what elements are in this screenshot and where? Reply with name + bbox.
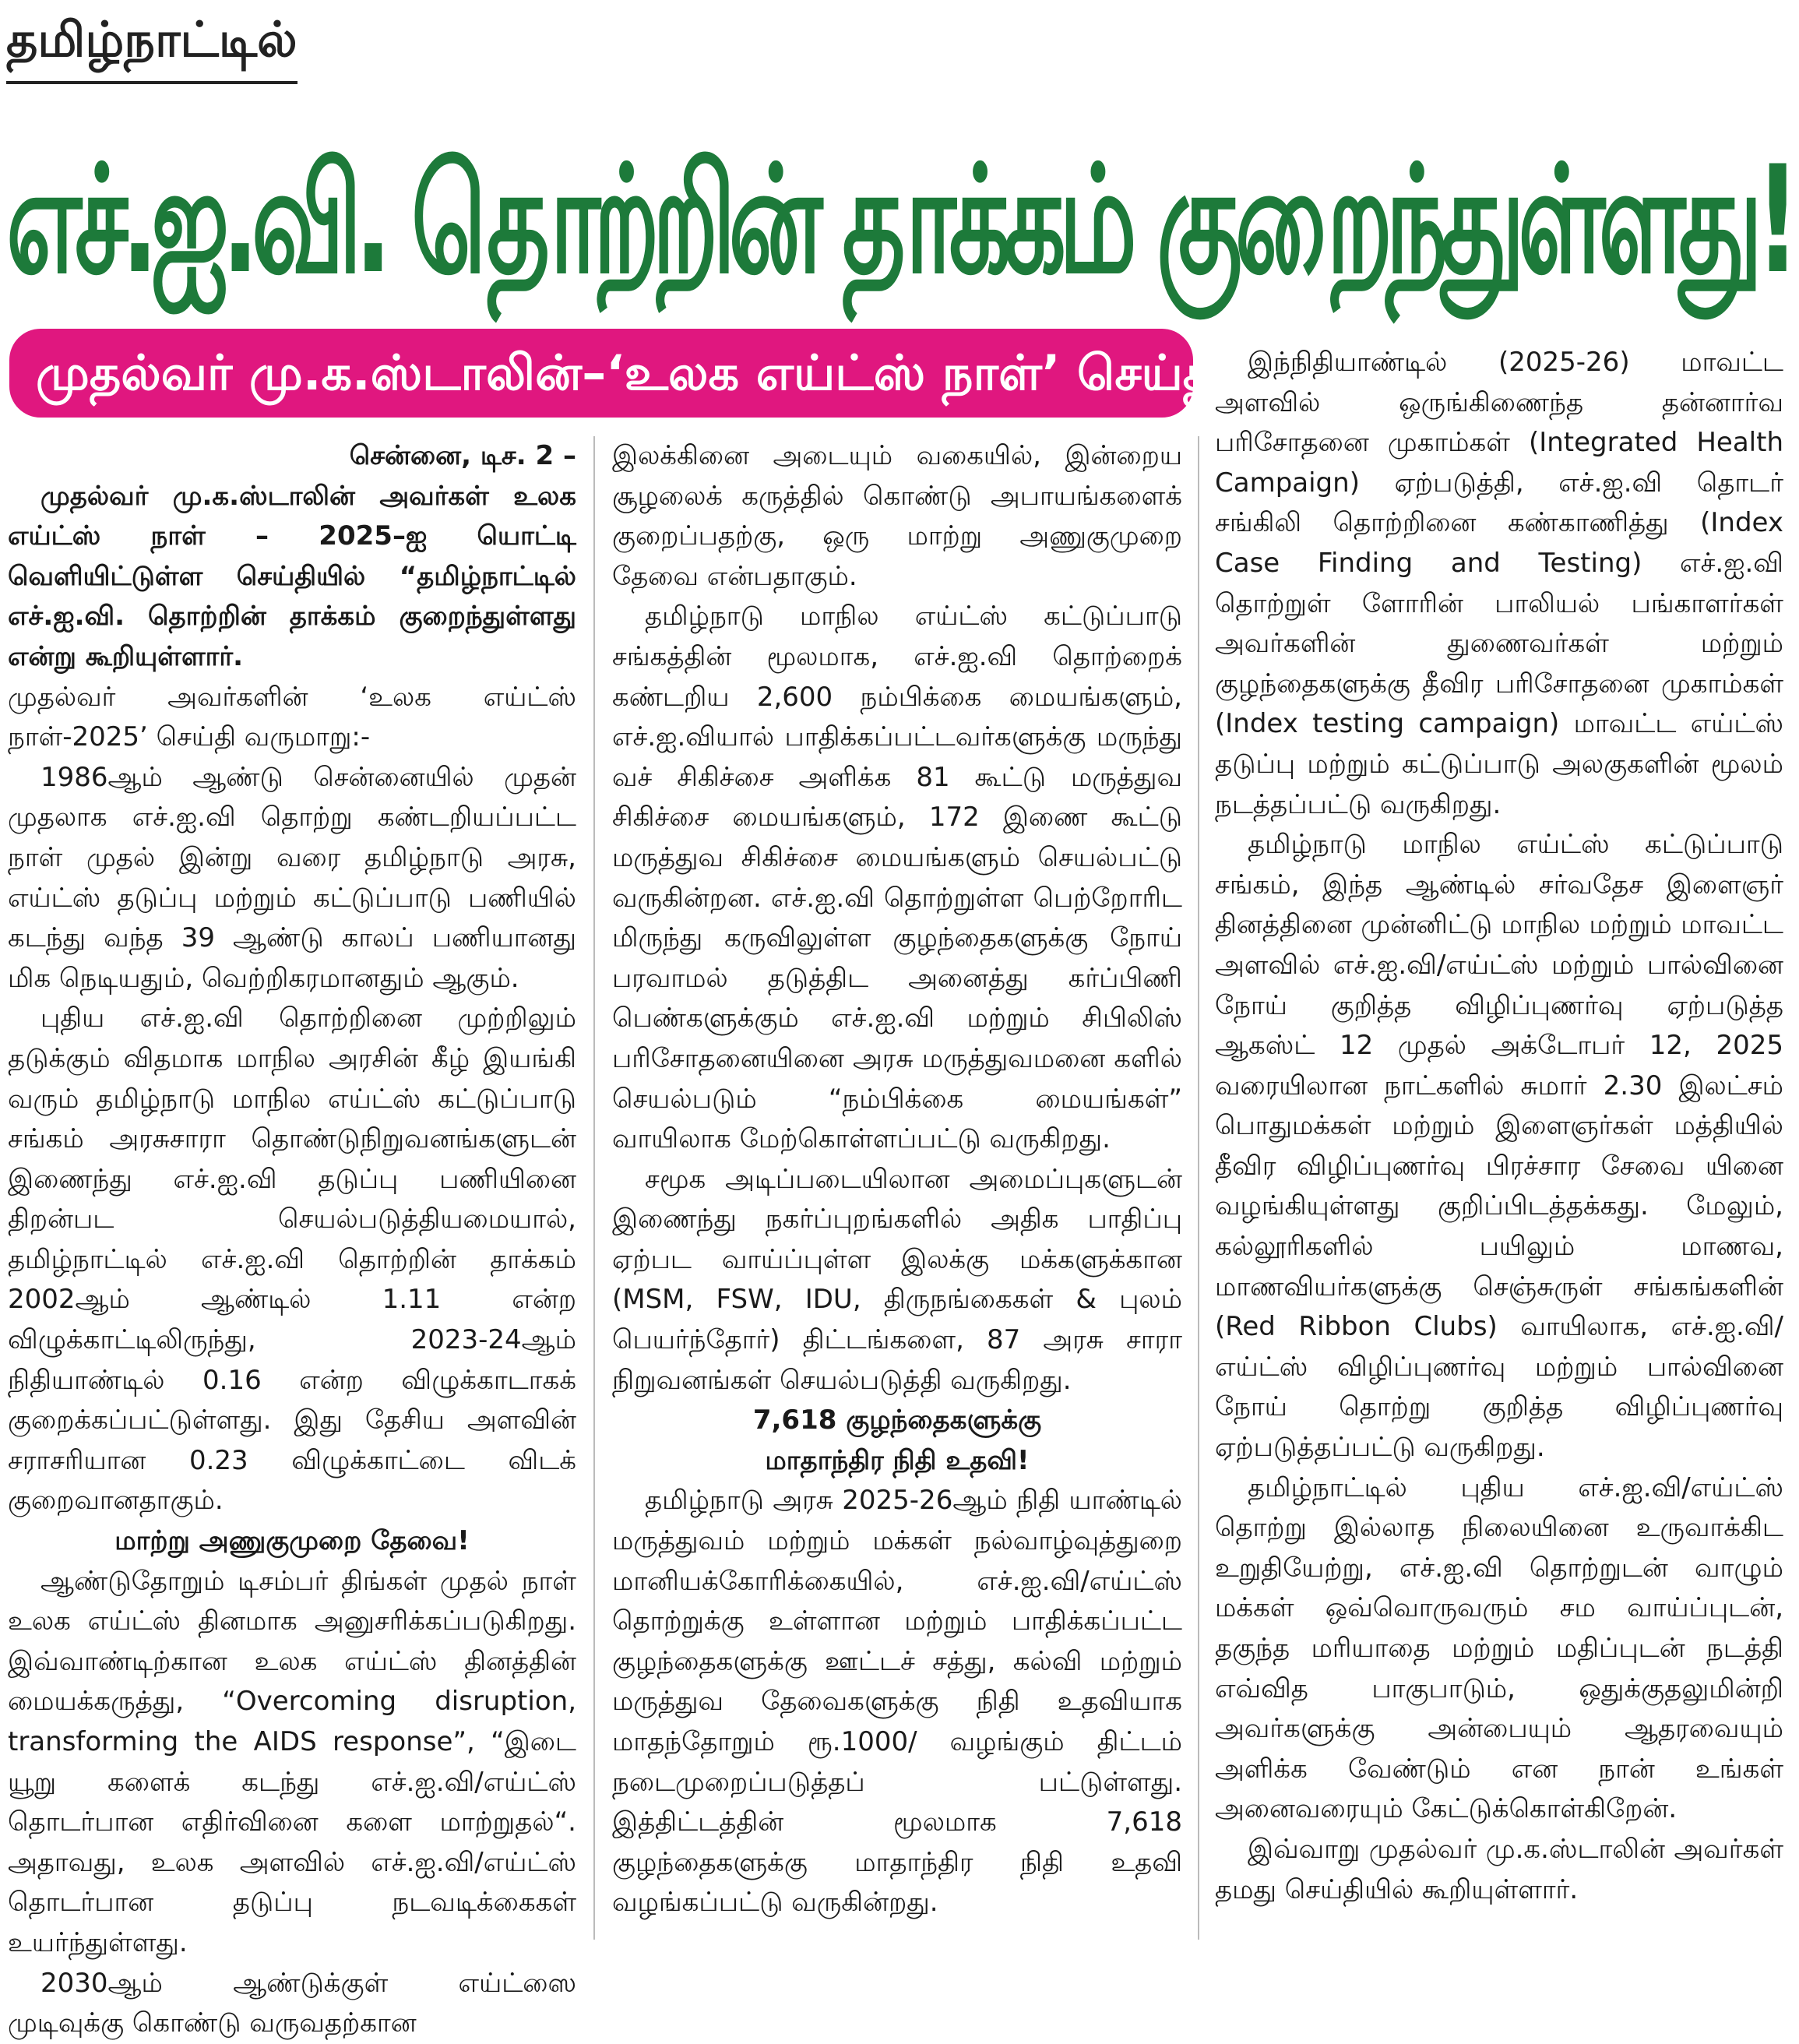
paragraph: ஆண்டுதோறும் டிசம்பர் திங்கள் முதல் நாள் உலக எய்ட்ஸ் தினமாக அனுசரிக்கப்படுகிறது. இவ்வாண்டிற்கான உலக எய்ட்ஸ் தினத்தின் மையக்கருத்து, “Overcoming disruption, transforming the AIDS response”, “இடை யூறு களைக் கடந்து எச்.ஐ.வி/எய்ட்ஸ் தொடர்பான எதிர்வினை களை மாற்றுதல்“. அதாவது, உலக அளவில் எச்.ஐ.வி/எய்ட்ஸ் தொடர்பான தடுப்பு நடவடிக்கைகள் உயர்ந்துள்ளது. [8, 1565, 576, 1958]
article-column-3 [1215, 343, 1783, 1940]
paragraph: தமிழ்நாடு மாநில எய்ட்ஸ் கட்டுப்பாடு சங்கம், இந்த ஆண்டில் சர்வதேச இளைஞர் தினத்தினை முன்னிட்டு மாநில மற்றும் மாவட்ட அளவில் எச்.ஐ.வி/எய்ட்ஸ் மற்றும் பால்வினை நோய் குறித்த விழிப்புணர்வு ஏற்படுத்த ஆகஸ்ட் 12 முதல் அக்டோபர் 12, 2025 வரையிலான நாட்களில் சுமார் 2.30 இலட்சம் பொதுமக்கள் மற்றும் இளைஞர்கள் மத்தியில் தீவிர விழிப்புணர்வு பிரச்சார சேவை யினை வழங்கியுள்ளது குறிப்பிடத்தக்கது. மேலும், கல்லூரிகளில் பயிலும் மாணவ, மாணவியர்களுக்கு செஞ்சுருள் சங்கங்களின் (Red Ribbon Clubs) வாயிலாக, எச்.ஐ.வி/ எய்ட்ஸ் விழிப்புணர்வு மற்றும் பால்வினை நோய் தொற்று குறித்த விழிப்புணர்வு ஏற்படுத்தப்பட்டு வருகிறது. [1215, 829, 1783, 1464]
article-column-2 [612, 436, 1182, 1940]
paragraph: முதல்வர் அவர்களின் ‘உலக எய்ட்ஸ் நாள்-2025’ செய்தி வருமாறு:- [8, 681, 576, 753]
column-divider [593, 436, 595, 1940]
paragraph: புதிய எச்.ஐ.வி தொற்றினை முற்றிலும் தடுக்கும் விதமாக மாநில அரசின் கீழ் இயங்கி வரும் தமிழ்நாடு மாநில எய்ட்ஸ் கட்டுப்பாடு சங்கம் அரசுசாரா தொண்டுநிறுவனங்களுடன் இணைந்து எச்.ஐ.வி தடுப்பு பணியினை திறன்பட செயல்படுத்தியமையால், தமிழ்நாட்டில் எச்.ஐ.வி தொற்றின் தாக்கம் 2002ஆம் ஆண்டில் 1.11 என்ற விழுக்காட்டிலிருந்து, 2023-24ஆம் நிதியாண்டில் 0.16 என்ற விழுக்காடாகக் குறைக்கப்பட்டுள்ளது. இது தேசிய அளவின் சராசரியான 0.23 விழுக்காட்டை விடக் குறைவானதாகும். [8, 1003, 576, 1517]
paragraph: இலக்கினை அடையும் வகையில், இன்றைய சூழலைக் கருத்தில் கொண்டு அபாயங்களைக் குறைப்பதற்கு, ஒரு மாற்று அணுகுமுறை தேவை என்பதாகும். [612, 440, 1182, 592]
subheadline-banner: முதல்வர் மு.க.ஸ்டாலின்–‘உலக எய்ட்ஸ் நாள்’ செய்தி! [9, 329, 1193, 418]
lead-paragraph: முதல்வர் மு.க.ஸ்டாலின் அவர்கள் உலக எய்ட்ஸ் நாள் – 2025–ஐ யொட்டி வெளியிட்டுள்ள செய்தியில் “தமிழ்நாட்டில் எச்.ஐ.வி. தொற்றின் தாக்கம் குறைந்துள்ளது என்று கூறியுள்ளார். [8, 480, 576, 672]
paragraph: இவ்வாறு முதல்வர் மு.க.ஸ்டாலின் அவர்கள் தமது செய்தியில் கூறியுள்ளார். [1215, 1833, 1783, 1905]
paragraph: சமூக அடிப்படையிலான அமைப்புகளுடன் இணைந்து நகர்ப்புறங்களில் அதிக பாதிப்பு ஏற்பட வாய்ப்புள்ள இலக்கு மக்களுக்கான (MSM, FSW, IDU, திருநங்கைகள் & புலம் பெயர்ந்தோர்) திட்டங்களை, 87 அரசு சாரா நிறுவனங்கள் செயல்படுத்தி வருகிறது. [612, 1163, 1182, 1396]
paragraph: தமிழ்நாட்டில் புதிய எச்.ஐ.வி/எய்ட்ஸ் தொற்று இல்லாத நிலையினை உருவாக்கிட உறுதியேற்று, எச்.ஐ.வி தொற்றுடன் வாழும் மக்கள் ஒவ்வொருவரும் சம வாய்ப்புடன், தகுந்த மரியாதை மற்றும் மதிப்புடன் நடத்தி எவ்வித பாகுபாடும், ஒதுக்குதலுமின்றி அவர்களுக்கு அன்பையும் ஆதரவையும் அளிக்க வேண்டும் என நான் உங்கள் அனைவரையும் கேட்டுக்கொள்கிறேன். [1215, 1471, 1783, 1825]
article-column-1 [8, 436, 576, 2039]
paragraph: தமிழ்நாடு அரசு 2025-26ஆம் நிதி யாண்டில் மருத்துவம் மற்றும் மக்கள் நல்வாழ்வுத்துறை மானியக்கோரிக்கையில், எச்.ஐ.வி/எய்ட்ஸ் தொற்றுக்கு உள்ளான மற்றும் பாதிக்கப்பட்ட குழந்தைகளுக்கு ஊட்டச் சத்து, கல்வி மற்றும் மருத்துவ தேவைகளுக்கு நிதி உதவியாக மாதந்தோறும் ரூ.1000/ வழங்கும் திட்டம் நடைமுறைப்படுத்தப் பட்டுள்ளது. இத்திட்டத்தின் மூலமாக 7,618 குழந்தைகளுக்கு மாதாந்திர நிதி உதவி வழங்கப்பட்டு வருகின்றது. [612, 1485, 1182, 1919]
dateline: சென்னை, டிச. 2 – [349, 440, 576, 471]
subheading: மாதாந்திர நிதி உதவி! [765, 1444, 1030, 1476]
column-divider [1198, 436, 1199, 1940]
subheading: 7,618 குழந்தைகளுக்கு [752, 1404, 1042, 1436]
paragraph: 1986ஆம் ஆண்டு சென்னையில் முதன் முதலாக எச்.ஐ.வி தொற்று கண்டறியப்பட்ட நாள் முதல் இன்று வரை தமிழ்நாடு அரசு, எய்ட்ஸ் தடுப்பு மற்றும் கட்டுப்பாடு பணியில் கடந்து வந்த 39 ஆண்டு காலப் பணியானது மிக நெடியதும், வெற்றிகரமானதும் ஆகும். [8, 761, 576, 994]
paragraph: இந்நிதியாண்டில் (2025-26) மாவட்ட அளவில் ஒருங்கிணைந்த தன்னார்வ பரிசோதனை முகாம்கள் (Integrated Health Campaign) ஏற்படுத்தி, எச்.ஐ.வி தொடர் சங்கிலி தொற்றினை கண்காணித்து (Index Case Finding and Testing) எச்.ஐ.வி தொற்றுள் ளோரின் பாலியல் பங்காளர்கள் அவர்களின் துணைவர்கள் மற்றும் குழந்தைகளுக்கு தீவிர பரிசோதனை முகாம்கள் (Index testing campaign) மாவட்ட எய்ட்ஸ் தடுப்பு மற்றும் கட்டுப்பாடு அலகுகளின் மூலம் நடத்தப்பட்டு வருகிறது. [1215, 347, 1783, 820]
subheading: மாற்று அணுகுமுறை தேவை! [114, 1525, 470, 1557]
paragraph: 2030ஆம் ஆண்டுக்குள் எய்ட்ஸை முடிவுக்கு கொண்டு வருவதற்கான [8, 1967, 576, 2039]
section-kicker: தமிழ்நாட்டில் [6, 11, 297, 84]
headline: எச்.ஐ.வி. தொற்றின் தாக்கம் குறைந்துள்ளது! [6, 134, 1793, 306]
paragraph: தமிழ்நாடு மாநில எய்ட்ஸ் கட்டுப்பாடு சங்கத்தின் மூலமாக, எச்.ஐ.வி தொற்றைக் கண்டறிய 2,600 நம்பிக்கை மையங்களும், எச்.ஐ.வியால் பாதிக்கப்பட்டவர்களுக்கு மருந்து வச் சிகிச்சை அளிக்க 81 கூட்டு மருத்துவ சிகிச்சை மையங்களும், 172 இணை கூட்டு மருத்துவ சிகிச்சை மையங்களும் செயல்பட்டு வருகின்றன. எச்.ஐ.வி தொற்றுள்ள பெற்றோரிட மிருந்து கருவிலுள்ள குழந்தைகளுக்கு நோய் பரவாமல் தடுத்திட அனைத்து கர்ப்பிணி பெண்களுக்கும் எச்.ஐ.வி மற்றும் சிபிலிஸ் பரிசோதனையினை அரசு மருத்துவமனை களில் செயல்படும் “நம்பிக்கை மையங்கள்” வாயிலாக மேற்கொள்ளப்பட்டு வருகிறது. [612, 601, 1182, 1155]
